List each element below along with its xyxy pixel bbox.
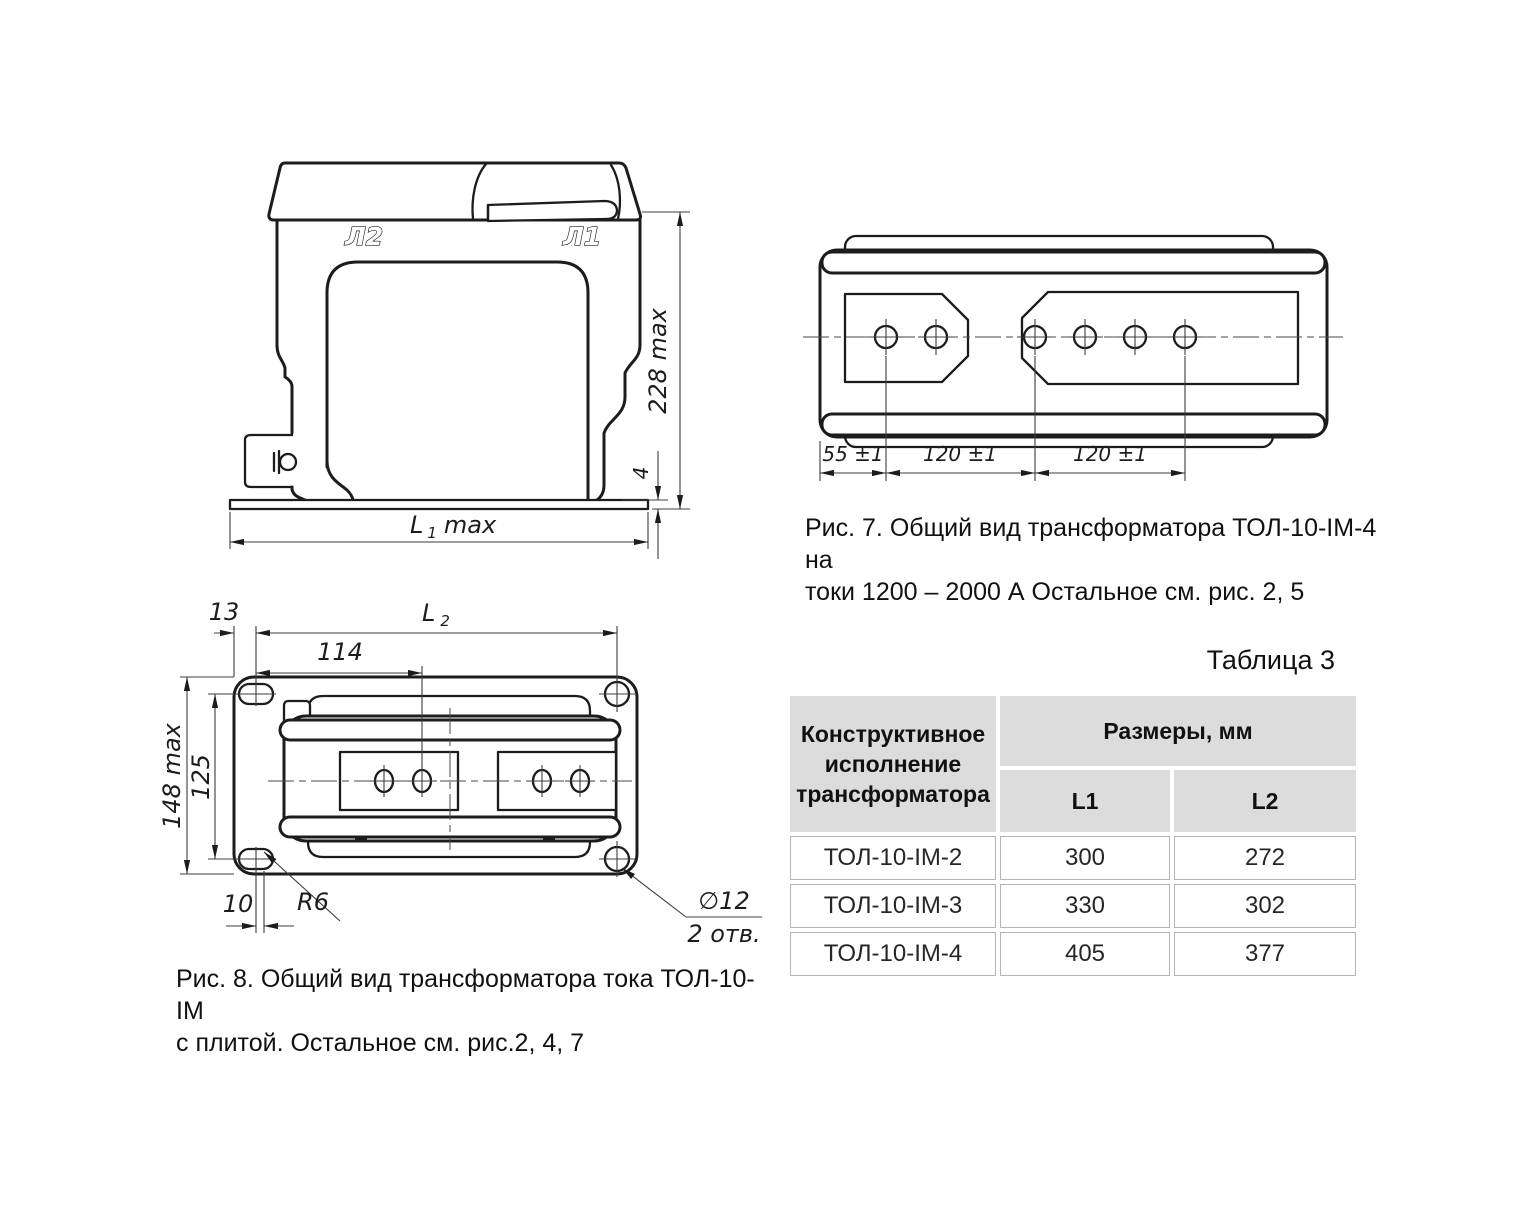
figure7-caption-line1: Рис. 7. Общий вид трансформатора ТОЛ-10-IМ-4 на <box>805 514 1377 574</box>
figure7-caption <box>805 512 1405 608</box>
side-view-body <box>230 163 648 509</box>
dim-13-label: 13 <box>208 598 240 626</box>
figure8-caption-line2: с плитой. Остальное см. рис.2, 4, 7 <box>176 1029 585 1057</box>
table-cell-l1: 330 <box>1000 884 1170 928</box>
table-row-name: ТОЛ-10-IМ-4 <box>790 932 996 976</box>
figure8-caption-line1: Рис. 8. Общий вид трансформатора тока ТОЛ-10-IМ <box>176 965 755 1025</box>
dim-120a-label: 120 ±1 <box>922 442 998 466</box>
figure7-caption-line2: токи 1200 – 2000 А Остальное см. рис. 2, 5 <box>805 578 1305 606</box>
table-cell-l1: 405 <box>1000 932 1170 976</box>
table-cell-l1: 300 <box>1000 836 1170 880</box>
dim-2otv-label: 2 отв. <box>687 920 761 948</box>
dim-l1-max <box>230 511 648 549</box>
dim-120b-label: 120 ±1 <box>1072 442 1148 466</box>
dim-10-label: 10 <box>222 890 254 918</box>
table-title: Таблица 3 <box>1206 645 1335 675</box>
table-header-sizes: Размеры, мм <box>1000 696 1356 766</box>
dim-148-label: 148 max <box>158 723 186 829</box>
dim-114-label: 114 <box>317 638 363 666</box>
table-row-name: ТОЛ-10-IМ-2 <box>790 836 996 880</box>
table-cell-l2: 272 <box>1174 836 1356 880</box>
figure8-caption <box>176 963 756 1059</box>
dim-4-label: 4 <box>629 466 653 480</box>
dim-228-max <box>642 212 690 509</box>
dim-125-label: 125 <box>187 754 215 800</box>
dimensions-table <box>790 696 1356 976</box>
table-header-l2: L2 <box>1174 770 1356 832</box>
dim-l2-label: L $_2$ <box>422 599 450 630</box>
dim-55-label: 55 ±1 <box>822 442 884 466</box>
table-cell-l2: 377 <box>1174 932 1356 976</box>
table-cell-l2: 302 <box>1174 884 1356 928</box>
terminal-label-l1: Л1 <box>563 222 602 251</box>
table-row-name: ТОЛ-10-IМ-3 <box>790 884 996 928</box>
figure7-drawing <box>795 225 1370 497</box>
dim-l1max-label: L $_1$ max <box>410 511 497 542</box>
dim-dia12-label: ∅12 <box>698 887 750 915</box>
dim-r6-label: R6 <box>297 888 329 916</box>
dim-228-label: 228 max <box>644 308 672 414</box>
table-header-l1: L1 <box>1000 770 1170 832</box>
figure8-dims-left <box>158 677 239 874</box>
table-header-design: Конструктивное исполнение трансформатора <box>790 696 996 832</box>
side-view-drawing <box>170 135 730 585</box>
terminal-label-l2: Л2 <box>345 222 384 251</box>
